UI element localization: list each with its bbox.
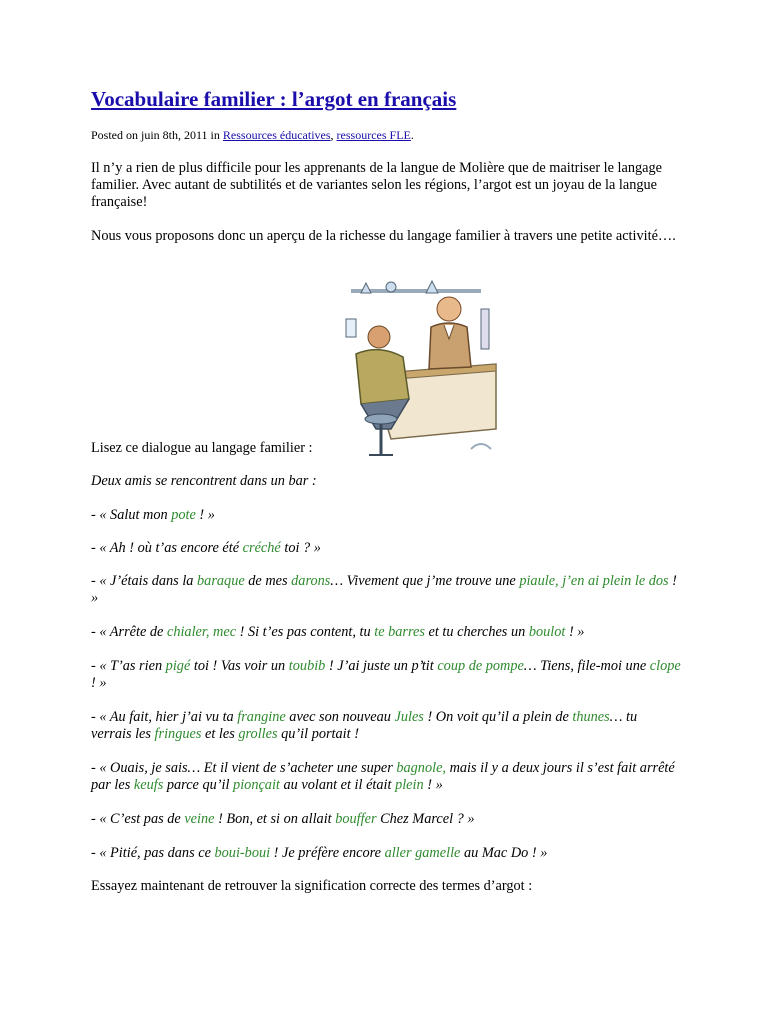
slang-word: fringues [154, 726, 202, 742]
slang-word: pionçait [233, 777, 280, 793]
dialogue-line-6 [91, 709, 681, 743]
line-text: de mes [244, 573, 292, 589]
dialogue-line-3 [91, 573, 681, 607]
dialogue-scene-text: Deux amis se rencontrent dans un bar : [91, 473, 317, 489]
line-text: toi ! Vas voir un [190, 658, 289, 674]
slang-word: coup de pompe [437, 658, 524, 674]
line-text: - « Arrête de [91, 624, 167, 640]
line-text: toi ? » [280, 540, 321, 556]
dialogue-line-5 [91, 658, 681, 692]
dialogue-instruction: Lisez ce dialogue au langage familier : [91, 440, 313, 456]
line-text: avec son nouveau [285, 709, 395, 725]
line-text: ! » [91, 675, 107, 691]
line-text: ! » [423, 777, 443, 793]
intro-paragraph-1: Il n’y a rien de plus difficile pour les apprenants de la langue de Molière que de maitriser le langage familier. Avec autant de subtilités et de variantes selon les régions, l’argot est un joyau de la langue française! [91, 160, 663, 210]
slang-word: clope [649, 658, 681, 674]
slang-word: bouffer [335, 811, 377, 827]
line-text: au volant et il était [279, 777, 396, 793]
slang-word: te barres [374, 624, 425, 640]
slang-word: aller gamelle [384, 845, 461, 861]
intro-paragraph-2: Nous vous proposons donc un aperçu de la richesse du langage familier à travers une petite activité…. [91, 228, 676, 244]
slang-word: pote [171, 507, 196, 523]
line-text: - « J’étais dans la [91, 573, 198, 589]
dialogue-line-9 [91, 845, 681, 862]
line-text: ! Je préfère encore [270, 845, 385, 861]
category-link-ressources-educatives[interactable]: Ressources éducatives [222, 128, 331, 142]
slang-word: boui-boui [214, 845, 271, 861]
post-meta [91, 128, 414, 143]
line-text: ! » [91, 573, 677, 606]
slang-word: grolles [238, 726, 278, 742]
dialogue-line-1 [91, 507, 681, 524]
line-text: - « T’as rien [91, 658, 166, 674]
line-text: qu’il portait ! [277, 726, 359, 742]
line-text: et tu cherches un [424, 624, 529, 640]
dialogue-scene [91, 473, 681, 490]
slang-word: baraque [197, 573, 245, 589]
slang-word: keufs [133, 777, 164, 793]
line-text: ! Si t’es pas content, tu [236, 624, 375, 640]
slang-word: toubib [288, 658, 326, 674]
slang-word: piaule, j’en ai plein le dos [519, 573, 669, 589]
post-date: Posted on juin 8th, 2011 in [91, 128, 223, 142]
line-text: parce qu’il [163, 777, 234, 793]
post-title-link[interactable]: Vocabulaire familier : l’argot en français [91, 87, 457, 111]
bar-illustration [331, 279, 501, 461]
line-text: et les [201, 726, 239, 742]
slang-word: frangine [237, 709, 286, 725]
slang-word: Jules [394, 709, 424, 725]
line-text: - « C’est pas de [91, 811, 185, 827]
line-text: - « Salut mon [91, 507, 172, 523]
line-text: au Mac Do ! » [460, 845, 548, 861]
line-text: - « Au fait, hier j’ai vu ta [91, 709, 238, 725]
line-text: ! On voit qu’il a plein de [423, 709, 573, 725]
slang-word: boulot [528, 624, 566, 640]
meta-separator: , [330, 128, 337, 142]
line-text: ! Bon, et si on allait [214, 811, 336, 827]
line-text: ! J’ai juste un p’tit [325, 658, 438, 674]
slang-word: thunes [572, 709, 610, 725]
line-text: … Vivement que j’me trouve une [330, 573, 520, 589]
line-text: - « Ouais, je sais… Et il vient de s’acheter une super [91, 760, 397, 776]
slang-word: veine [184, 811, 215, 827]
dialogue-line-7 [91, 760, 681, 794]
slang-word: chialer, mec [166, 624, 237, 640]
dialogue-line-4 [91, 624, 681, 641]
line-text: - « Ah ! où t’as encore été [91, 540, 243, 556]
slang-word: créché [242, 540, 281, 556]
line-text: Chez Marcel ? » [376, 811, 475, 827]
two-men-at-bar-illustration [331, 279, 501, 461]
line-text: ! » [195, 507, 215, 523]
line-text: mais il y a deux jours il s’est fait arrêté par les [91, 760, 675, 793]
slang-word: bagnole, [396, 760, 446, 776]
line-text: … Tiens, file-moi une [523, 658, 650, 674]
line-text: ! » [565, 624, 585, 640]
category-link-ressources-fle[interactable]: ressources FLE [336, 128, 411, 142]
closing-instruction: Essayez maintenant de retrouver la signification correcte des termes d’argot : [91, 878, 533, 894]
line-text: … tu verrais les [91, 709, 638, 742]
dialogue-line-2 [91, 540, 681, 557]
slang-word: pigé [165, 658, 191, 674]
slang-word: plein [395, 777, 424, 793]
meta-end: . [410, 128, 414, 142]
line-text: - « Pitié, pas dans ce [91, 845, 215, 861]
slang-word: darons [291, 573, 331, 589]
dialogue-line-8 [91, 811, 681, 828]
